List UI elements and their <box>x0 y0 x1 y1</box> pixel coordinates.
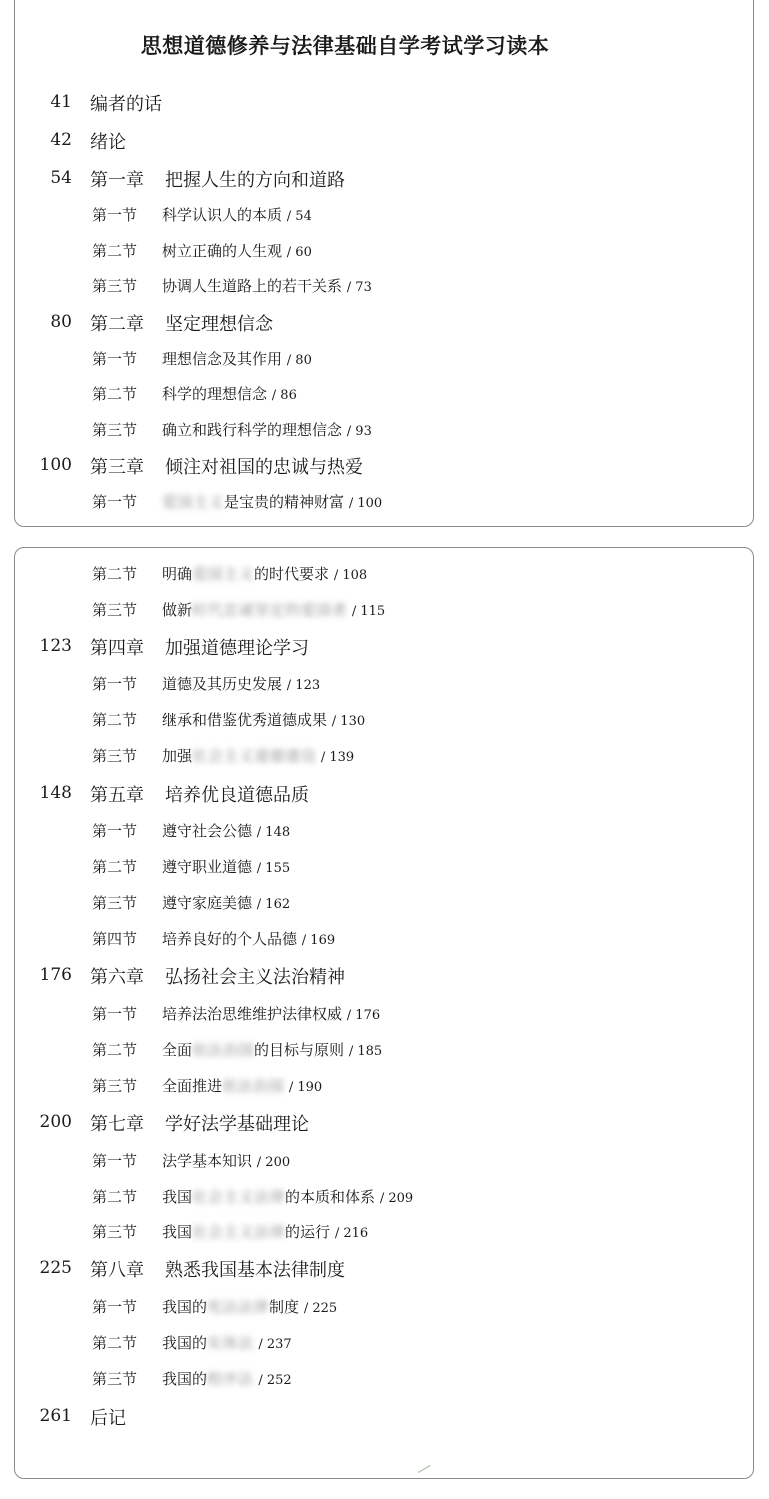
chapter-page-number: 41 <box>50 92 72 112</box>
section-label: 第一节 <box>92 350 138 368</box>
chapter-title: 把握人生的方向和道路 <box>165 170 345 191</box>
chapter-title: 坚定理想信念 <box>165 314 273 335</box>
section-label: 第一节 <box>92 822 138 840</box>
section-title: 道德及其历史发展 / 123 <box>162 675 321 693</box>
section-title: 我国的程序法 / 252 <box>162 1370 292 1388</box>
section-label: 第二节 <box>92 1188 138 1206</box>
section-label: 第一节 <box>92 206 138 224</box>
section-label: 第三节 <box>92 747 138 765</box>
chapter-label: 第一章 <box>90 170 144 191</box>
section-page-number: / 162 <box>256 897 291 912</box>
section-page-number: / 252 <box>258 1373 292 1388</box>
chapter-title: 弘扬社会主义法治精神 <box>165 967 345 988</box>
section-title: 我国社会主义法律的本质和体系 / 209 <box>162 1188 414 1206</box>
section-title: 明确爱国主义的时代要求 / 108 <box>162 565 368 583</box>
blurred-text: 社会主义道德建设 <box>192 747 317 765</box>
section-label: 第三节 <box>92 1370 138 1388</box>
section-title: 协调人生道路上的若干关系 / 73 <box>162 277 372 295</box>
chapter-page-number: 100 <box>39 455 72 475</box>
chapter-label: 第三章 <box>90 457 144 478</box>
blurred-text: 社会主义法律 <box>192 1188 286 1206</box>
section-title: 遵守家庭美德 / 162 <box>162 894 291 912</box>
section-title: 培养良好的个人品德 / 169 <box>162 930 336 948</box>
section-page-number: / 60 <box>286 245 312 260</box>
section-page-number: / 86 <box>271 388 297 403</box>
section-label: 第四节 <box>92 930 138 948</box>
chapter-title: 学好法学基础理论 <box>165 1114 309 1135</box>
section-title: 继承和借鉴优秀道德成果 / 130 <box>162 711 366 729</box>
section-page-number: / 130 <box>331 714 366 729</box>
section-title: 我国的实体法 / 237 <box>162 1334 292 1352</box>
section-label: 第三节 <box>92 1223 138 1241</box>
section-title: 我国的宪法法律制度 / 225 <box>162 1298 338 1316</box>
section-page-number: / 237 <box>258 1337 292 1352</box>
section-label: 第二节 <box>92 242 138 260</box>
section-label: 第三节 <box>92 894 138 912</box>
chapter-page-number: 200 <box>39 1112 72 1132</box>
section-label: 第一节 <box>92 1005 138 1023</box>
section-label: 第三节 <box>92 1077 138 1095</box>
section-title: 全面依法治国的目标与原则 / 185 <box>162 1041 383 1059</box>
chapter-page-number: 261 <box>39 1406 72 1426</box>
blurred-text: 依法治国 <box>222 1077 285 1095</box>
section-page-number: / 108 <box>333 568 368 583</box>
chapter-title: 后记 <box>90 1408 126 1429</box>
blurred-text: 时代忠诚坚定的爱国者 <box>192 601 348 619</box>
section-page-number: / 209 <box>379 1191 414 1206</box>
section-label: 第二节 <box>92 858 138 876</box>
section-label: 第一节 <box>92 1298 138 1316</box>
section-page-number: / 93 <box>346 424 372 439</box>
chapter-page-number: 225 <box>39 1258 72 1278</box>
section-page-number: / 54 <box>286 209 312 224</box>
toc-page-1 <box>14 0 754 527</box>
chapter-page-number: 42 <box>50 130 72 150</box>
chapter-label: 第五章 <box>90 785 144 806</box>
section-label: 第三节 <box>92 277 138 295</box>
chapter-page-number: 176 <box>39 965 72 985</box>
blurred-text: 实体法 <box>207 1334 254 1352</box>
section-title: 科学认识人的本质 / 54 <box>162 206 312 224</box>
chapter-label: 第七章 <box>90 1114 144 1135</box>
chapter-page-number: 123 <box>39 636 72 656</box>
section-title: 做新时代忠诚坚定的爱国者 / 115 <box>162 601 386 619</box>
blurred-text: 爱国主义 <box>162 493 225 511</box>
chapter-label: 第六章 <box>90 967 144 988</box>
chapter-label: 第四章 <box>90 638 144 659</box>
section-page-number: / 155 <box>256 861 291 876</box>
section-page-number: / 100 <box>348 496 383 511</box>
section-title: 培养法治思维维护法律权威 / 176 <box>162 1005 381 1023</box>
chapter-title: 培养优良道德品质 <box>165 785 309 806</box>
section-label: 第一节 <box>92 493 138 511</box>
section-label: 第二节 <box>92 1041 138 1059</box>
chapter-title: 绪论 <box>90 132 126 153</box>
section-label: 第三节 <box>92 421 138 439</box>
blurred-text: 社会主义法律 <box>192 1223 286 1241</box>
book-title: 思想道德修养与法律基础自学考试学习读本 <box>140 33 550 58</box>
section-page-number: / 216 <box>334 1226 369 1241</box>
chapter-label: 第二章 <box>90 314 144 335</box>
section-page-number: / 148 <box>256 825 291 840</box>
blurred-text: 宪法法律 <box>207 1298 270 1316</box>
blurred-text: 依法治国 <box>192 1041 255 1059</box>
section-label: 第二节 <box>92 385 138 403</box>
section-label: 第三节 <box>92 601 138 619</box>
chapter-title: 加强道德理论学习 <box>165 638 309 659</box>
chapter-page-number: 54 <box>50 168 72 188</box>
section-page-number: / 80 <box>286 353 312 368</box>
section-label: 第二节 <box>92 711 138 729</box>
section-page-number: / 225 <box>303 1301 338 1316</box>
section-label: 第一节 <box>92 1152 138 1170</box>
section-label: 第二节 <box>92 565 138 583</box>
chapter-label: 第八章 <box>90 1260 144 1281</box>
section-title: 法学基本知识 / 200 <box>162 1152 291 1170</box>
section-page-number: / 200 <box>256 1155 291 1170</box>
section-page-number: / 123 <box>286 678 321 693</box>
chapter-title: 熟悉我国基本法律制度 <box>165 1260 345 1281</box>
blurred-text: 爱国主义 <box>192 565 255 583</box>
blurred-text: 程序法 <box>207 1370 254 1388</box>
section-page-number: / 73 <box>346 280 372 295</box>
section-page-number: / 190 <box>288 1080 323 1095</box>
section-page-number: / 185 <box>348 1044 383 1059</box>
chapter-title: 倾注对祖国的忠诚与热爱 <box>165 457 363 478</box>
section-page-number: / 169 <box>301 933 336 948</box>
section-title: 树立正确的人生观 / 60 <box>162 242 312 260</box>
section-title: 科学的理想信念 / 86 <box>162 385 297 403</box>
section-title: 全面推进依法治国 / 190 <box>162 1077 323 1095</box>
section-title: 遵守职业道德 / 155 <box>162 858 291 876</box>
section-page-number: / 176 <box>346 1008 381 1023</box>
section-label: 第二节 <box>92 1334 138 1352</box>
section-title: 理想信念及其作用 / 80 <box>162 350 312 368</box>
section-title: 遵守社会公德 / 148 <box>162 822 291 840</box>
section-title: 加强社会主义道德建设 / 139 <box>162 747 355 765</box>
section-title: 爱国主义是宝贵的精神财富 / 100 <box>162 493 383 511</box>
chapter-page-number: 80 <box>50 312 72 332</box>
chapter-title: 编者的话 <box>90 94 162 115</box>
section-page-number: / 139 <box>320 750 355 765</box>
section-label: 第一节 <box>92 675 138 693</box>
section-title: 确立和践行科学的理想信念 / 93 <box>162 421 372 439</box>
section-title: 我国社会主义法律的运行 / 216 <box>162 1223 369 1241</box>
section-page-number: / 115 <box>351 604 386 619</box>
chapter-page-number: 148 <box>39 783 72 803</box>
